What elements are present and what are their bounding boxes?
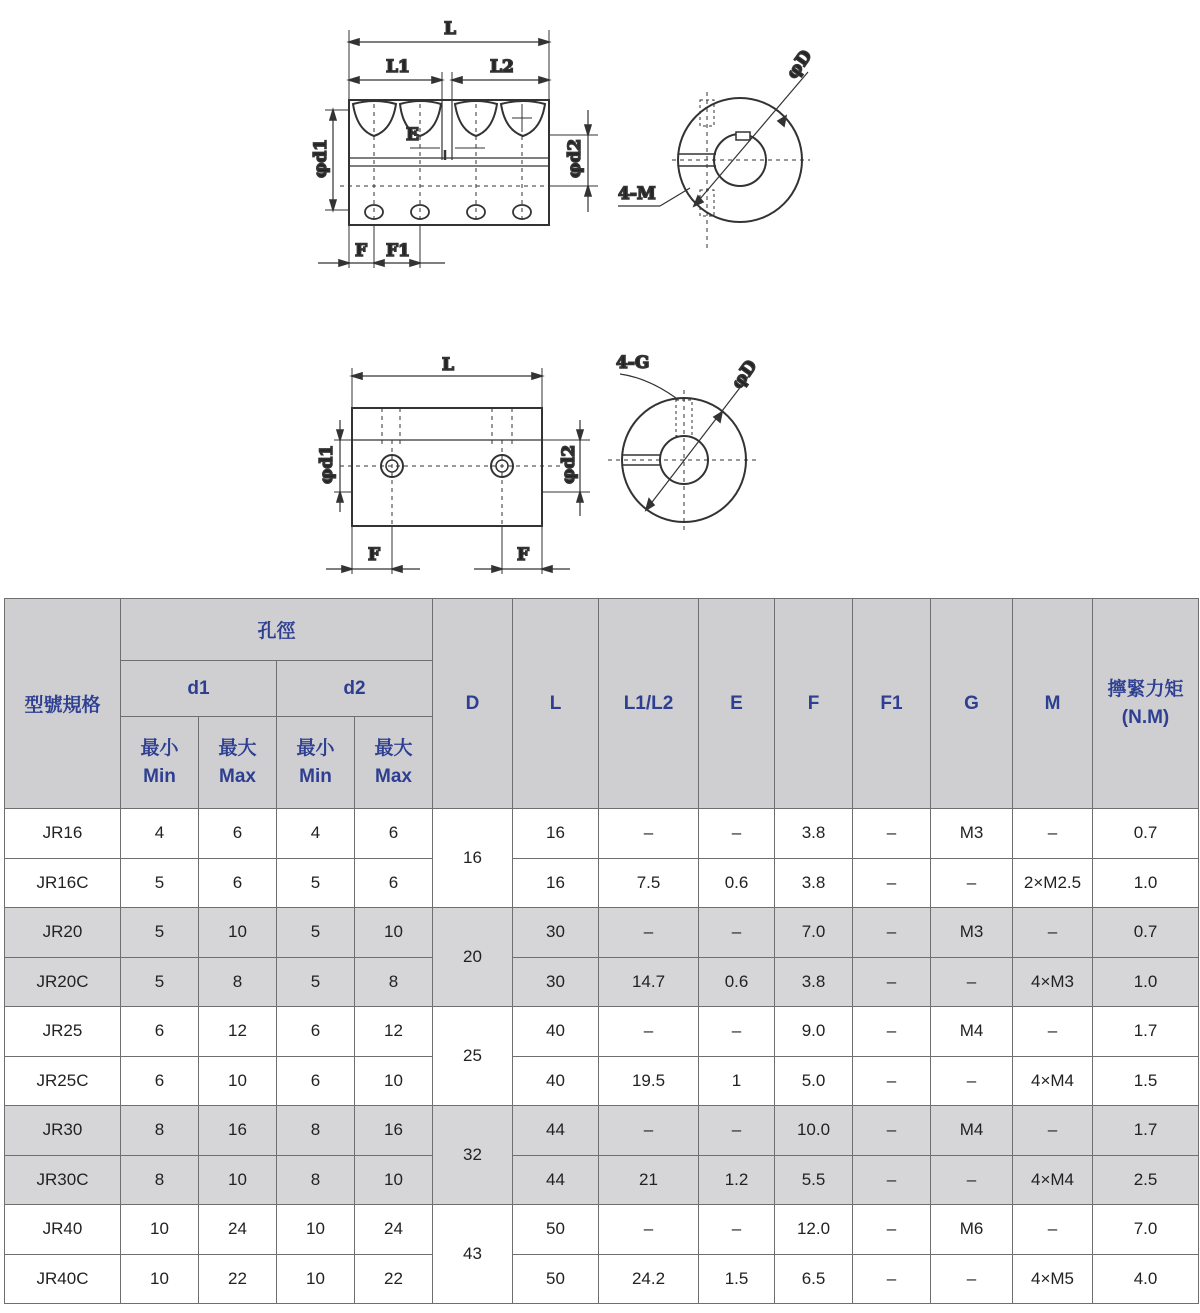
cell-F: 3.8 [775,809,853,859]
table-row [5,1106,1199,1156]
cell-d1-min: 8 [121,1155,199,1205]
header-min-en: Min [143,765,176,787]
cell-G: M3 [931,908,1013,958]
cell-D: 32 [433,1106,513,1205]
cell-F1: – [853,1007,931,1057]
cell-M: 4×M4 [1013,1056,1093,1106]
cell-d1-max: 10 [199,1056,277,1106]
cell-d2-max: 12 [355,1007,433,1057]
label-bot-F-right: F [517,545,530,565]
header-bore: 孔徑 [121,599,433,661]
technical-drawings [0,0,1200,590]
cell-F1: – [853,858,931,908]
cell-L: 44 [513,1155,599,1205]
cell-model: JR16 [5,809,121,859]
cell-d1-max: 6 [199,858,277,908]
cell-d1-max: 10 [199,908,277,958]
cell-E: – [699,1007,775,1057]
label-bot-F-left: F [368,545,381,565]
label-bot-D: φD [727,356,762,393]
label-top-L2: L2 [490,57,514,77]
cell-model: JR40 [5,1205,121,1255]
cell-d2-max: 6 [355,809,433,859]
spec-table [4,598,1199,1304]
label-bot-d2: φd2 [559,444,579,484]
header-torque-label: 擰緊力矩 [1107,678,1184,700]
cell-L: 16 [513,809,599,859]
cell-F1: – [853,1056,931,1106]
cell-torque: 2.5 [1093,1155,1199,1205]
cell-F1: – [853,957,931,1007]
table-row [5,1205,1199,1255]
cell-F: 5.0 [775,1056,853,1106]
cell-G: – [931,957,1013,1007]
cell-D: 43 [433,1205,513,1304]
cell-M: – [1013,1106,1093,1156]
table-row [5,1056,1199,1106]
header-L1L2: L1/L2 [599,599,699,809]
cell-L: 50 [513,1205,599,1255]
cell-d2-max: 8 [355,957,433,1007]
cell-torque: 4.0 [1093,1254,1199,1304]
cell-model: JR20C [5,957,121,1007]
cell-M: – [1013,908,1093,958]
label-bot-L: L [442,355,454,375]
clamp-coupling-end-view [608,372,760,534]
split-coupling-side-view [318,30,598,268]
header-L: L [513,599,599,809]
cell-F: 6.5 [775,1254,853,1304]
label-top-F: F [355,241,368,261]
cell-d2-min: 5 [277,858,355,908]
header-min-cn: 最小 [296,737,335,759]
cell-L1L2: 19.5 [599,1056,699,1106]
label-top-d1: φd1 [311,138,331,178]
label-top-E: E [406,125,419,145]
cell-L1L2: – [599,1007,699,1057]
cell-D: 25 [433,1007,513,1106]
cell-model: JR30 [5,1106,121,1156]
cell-torque: 1.7 [1093,1007,1199,1057]
cell-M: – [1013,1007,1093,1057]
cell-L: 30 [513,908,599,958]
cell-d1-max: 10 [199,1155,277,1205]
cell-d2-max: 10 [355,908,433,958]
cell-G: – [931,1254,1013,1304]
cell-d2-max: 10 [355,1155,433,1205]
cell-L1L2: 7.5 [599,858,699,908]
cell-model: JR25 [5,1007,121,1057]
cell-M: – [1013,809,1093,859]
cell-d2-min: 4 [277,809,355,859]
cell-M: 4×M4 [1013,1155,1093,1205]
header-d2-min [277,717,355,809]
cell-F1: – [853,908,931,958]
cell-d2-min: 10 [277,1205,355,1255]
table-row [5,908,1199,958]
cell-E: – [699,1106,775,1156]
cell-d1-min: 5 [121,858,199,908]
cell-L1L2: 24.2 [599,1254,699,1304]
cell-G: – [931,1056,1013,1106]
cell-F1: – [853,1155,931,1205]
cell-L1L2: – [599,1205,699,1255]
cell-d2-min: 10 [277,1254,355,1304]
cell-F1: – [853,1254,931,1304]
table-row [5,1007,1199,1057]
cell-d2-min: 5 [277,957,355,1007]
cell-d1-max: 6 [199,809,277,859]
cell-F1: – [853,1106,931,1156]
cell-d2-max: 22 [355,1254,433,1304]
label-top-F1: F1 [386,241,410,261]
table-header [5,599,1199,809]
cell-E: 1 [699,1056,775,1106]
cell-E: – [699,1205,775,1255]
table-body [5,809,1199,1304]
cell-F: 12.0 [775,1205,853,1255]
cell-E: – [699,809,775,859]
header-max-en: Max [375,765,412,787]
header-model: 型號規格 [5,599,121,809]
cell-E: – [699,908,775,958]
header-d1-max [199,717,277,809]
header-torque-unit: (N.M) [1121,706,1170,728]
cell-d1-min: 5 [121,957,199,1007]
cell-d1-max: 22 [199,1254,277,1304]
cell-L: 30 [513,957,599,1007]
cell-d2-min: 5 [277,908,355,958]
header-d1: d1 [121,661,277,717]
label-bot-G: 4-G [616,353,650,373]
header-max-cn: 最大 [218,737,257,759]
cell-D: 16 [433,809,513,908]
cell-d1-min: 10 [121,1254,199,1304]
header-F1: F1 [853,599,931,809]
cell-torque: 1.0 [1093,957,1199,1007]
cell-F1: – [853,1205,931,1255]
cell-torque: 1.0 [1093,858,1199,908]
spec-table-container [4,598,1198,1308]
cell-F1: – [853,809,931,859]
table-row [5,1254,1199,1304]
table-row [5,858,1199,908]
cell-L1L2: – [599,809,699,859]
cell-model: JR16C [5,858,121,908]
cell-d1-max: 16 [199,1106,277,1156]
cell-model: JR25C [5,1056,121,1106]
table-row [5,809,1199,859]
cell-G: M4 [931,1007,1013,1057]
cell-D: 20 [433,908,513,1007]
cell-L: 50 [513,1254,599,1304]
cell-d1-max: 24 [199,1205,277,1255]
cell-d1-max: 12 [199,1007,277,1057]
cell-torque: 0.7 [1093,908,1199,958]
label-top-L: L [444,19,456,39]
cell-d1-min: 10 [121,1205,199,1255]
cell-M: – [1013,1205,1093,1255]
cell-d2-min: 8 [277,1155,355,1205]
cell-G: M6 [931,1205,1013,1255]
label-top-D: φD [782,46,817,83]
header-torque [1093,599,1199,809]
header-G: G [931,599,1013,809]
cell-torque: 1.7 [1093,1106,1199,1156]
table-row [5,957,1199,1007]
label-top-L1: L1 [386,57,410,77]
cell-d1-min: 5 [121,908,199,958]
header-d2: d2 [277,661,433,717]
cell-G: – [931,1155,1013,1205]
cell-M: 4×M5 [1013,1254,1093,1304]
drawing-canvas [0,0,1200,590]
cell-d2-max: 24 [355,1205,433,1255]
cell-F: 3.8 [775,957,853,1007]
header-D: D [433,599,513,809]
header-E: E [699,599,775,809]
cell-L: 16 [513,858,599,908]
header-max-cn: 最大 [374,737,413,759]
cell-F: 9.0 [775,1007,853,1057]
cell-L: 40 [513,1007,599,1057]
header-M: M [1013,599,1093,809]
cell-model: JR20 [5,908,121,958]
header-d2-max [355,717,433,809]
cell-L: 40 [513,1056,599,1106]
cell-d1-min: 6 [121,1056,199,1106]
cell-E: 0.6 [699,957,775,1007]
cell-d2-min: 8 [277,1106,355,1156]
cell-F: 10.0 [775,1106,853,1156]
cell-d2-max: 6 [355,858,433,908]
cell-G: M4 [931,1106,1013,1156]
cell-F: 3.8 [775,858,853,908]
cell-model: JR30C [5,1155,121,1205]
cell-torque: 0.7 [1093,809,1199,859]
cell-d1-min: 4 [121,809,199,859]
cell-d2-min: 6 [277,1007,355,1057]
cell-E: 0.6 [699,858,775,908]
header-min-cn: 最小 [140,737,179,759]
cell-model: JR40C [5,1254,121,1304]
header-F: F [775,599,853,809]
label-top-d2: φd2 [565,138,585,178]
header-min-en: Min [299,765,332,787]
cell-G: M3 [931,809,1013,859]
cell-L1L2: – [599,1106,699,1156]
cell-E: 1.2 [699,1155,775,1205]
cell-M: 4×M3 [1013,957,1093,1007]
cell-L1L2: – [599,908,699,958]
cell-d2-min: 6 [277,1056,355,1106]
cell-d1-min: 6 [121,1007,199,1057]
header-max-en: Max [219,765,256,787]
header-d1-min [121,717,199,809]
cell-M: 2×M2.5 [1013,858,1093,908]
cell-torque: 7.0 [1093,1205,1199,1255]
split-coupling-end-view [618,72,810,248]
label-top-M: 4-M [618,184,656,204]
cell-L1L2: 21 [599,1155,699,1205]
cell-L: 44 [513,1106,599,1156]
cell-d2-max: 10 [355,1056,433,1106]
clamp-coupling-side-view [326,368,590,574]
cell-G: – [931,858,1013,908]
cell-torque: 1.5 [1093,1056,1199,1106]
label-bot-d1: φd1 [317,444,337,484]
table-row [5,1155,1199,1205]
cell-F: 5.5 [775,1155,853,1205]
cell-F: 7.0 [775,908,853,958]
cell-E: 1.5 [699,1254,775,1304]
cell-d2-max: 16 [355,1106,433,1156]
cell-L1L2: 14.7 [599,957,699,1007]
cell-d1-min: 8 [121,1106,199,1156]
cell-d1-max: 8 [199,957,277,1007]
